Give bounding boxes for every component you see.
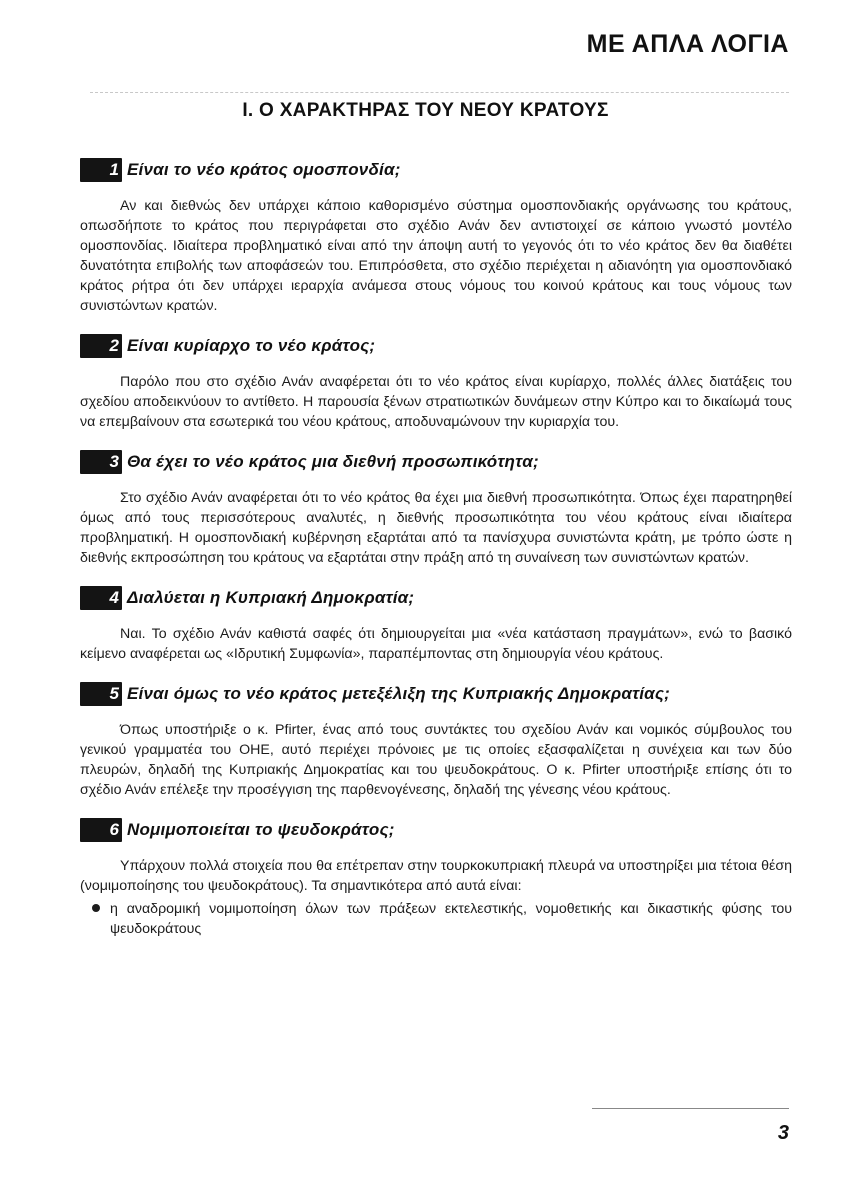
section-2: [80, 333, 792, 432]
running-header-title: ΜΕ ΑΠΛΑ ΛΟΓΙΑ: [586, 30, 789, 58]
page-number: 3: [777, 1122, 789, 1144]
question-number-box: 5: [80, 682, 122, 706]
question-heading: [80, 817, 792, 843]
answer-paragraph: Ναι. Το σχέδιο Ανάν καθιστά σαφές ότι δημιουργείται μια «νέα κατάσταση πραγμάτων», ενώ το βασικό κείμενο αναφέρεται ως «Ιδρυτική Συμφωνία», παραπέμποντας στη δημιουργία νέου κράτους.: [80, 626, 792, 662]
section-5: [80, 681, 792, 800]
section-1: [80, 157, 792, 316]
bullet-dot-icon: [92, 904, 100, 912]
header-divider: [90, 92, 789, 93]
body-content: [80, 157, 792, 956]
answer-paragraph: Όπως υποστήριξε ο κ. Pfirter, ένας από τους συντάκτες του σχεδίου Ανάν και νομικός σύμβουλος του γενικού γραμματέα του ΟΗΕ, αυτό περιέχει πρόνοιες με τις οποίες εξασφαλίζεται η συνέχεια και των δύο πλευρών, δηλαδή της Κυπριακής Δημοκρατίας και του ψευδοκράτους. Ο κ. Pfirter υποστήριξε επίσης ότι το σχέδιο Ανάν επέλεξε την προσέγγιση της παρθενογένεσης, δηλαδή της γένεσης νέου κράτους.: [80, 722, 792, 798]
question-number-box: 2: [80, 334, 122, 358]
answer-paragraph: Παρόλο που στο σχέδιο Ανάν αναφέρεται ότι το νέο κράτος είναι κυρίαρχο, πολλές άλλες διατάξεις του σχεδίου αποδεικνύουν το αντίθετο. Η παρουσία ξένων στρατιωτικών δυνάμεων στην Κύπρο και το δικαίωμά τους να επεμβαίνουν στα εσωτερικά του νέου κράτους, αποδυναμώνουν την κυριαρχία του.: [80, 374, 792, 430]
bullet-list: [80, 899, 792, 939]
question-heading: [80, 333, 792, 359]
section-4: [80, 585, 792, 664]
question-number-box: 4: [80, 586, 122, 610]
question-heading: [80, 681, 792, 707]
list-item-text: η αναδρομική νομιμοποίηση όλων των πράξεων εκτελεστικής, νομοθετικής και δικαστικής φύσης του ψευδοκράτους: [110, 901, 792, 937]
question-number-box: 6: [80, 818, 122, 842]
footer-divider: [592, 1108, 789, 1109]
list-item: [88, 899, 792, 939]
question-heading: [80, 449, 792, 475]
section-6: [80, 817, 792, 939]
question-text: Είναι το νέο κράτος ομοσπονδία;: [127, 160, 401, 179]
question-text: Θα έχει το νέο κράτος μια διεθνή προσωπικότητα;: [127, 452, 539, 471]
question-heading: [80, 585, 792, 611]
question-text: Είναι όμως το νέο κράτος μετεξέλιξη της Κυπριακής Δημοκρατίας;: [127, 684, 671, 703]
question-text: Νομιμοποιείται το ψευδοκράτος;: [127, 820, 395, 839]
question-text: Είναι κυρίαρχο το νέο κράτος;: [127, 336, 376, 355]
question-heading: [80, 157, 792, 183]
question-text: Διαλύεται η Κυπριακή Δημοκρατία;: [127, 588, 415, 607]
question-number-box: 3: [80, 450, 122, 474]
question-number-box: 1: [80, 158, 122, 182]
section-3: [80, 449, 792, 568]
answer-paragraph: Υπάρχουν πολλά στοιχεία που θα επέτρεπαν στην τουρκοκυπριακή πλευρά να υποστηρίξει μια τέτοια θέση (νομιμοποίησης του ψευδοκράτους). Τα σημαντικότερα από αυτά είναι:: [80, 858, 792, 894]
answer-paragraph: Στο σχέδιο Ανάν αναφέρεται ότι το νέο κράτος θα έχει μια διεθνή προσωπικότητα. Όπως έχει παρατηρηθεί όμως από τους περισσότερους αναλυτές, η διεθνής προσωπικότητα του νέου κράτους είναι ιδιαίτερα προβληματική. Η ομοσπονδιακή κυβέρνηση εξαρτάται από τα πανίσχυρα συνιστώντα κράτη, με τρόπο ώστε η διεθνής εκπροσώπηση του κράτους να εξαρτάται στην πράξη από τη συναίνεση των συνιστώντων κρατών.: [80, 490, 792, 566]
answer-paragraph: Αν και διεθνώς δεν υπάρχει κάποιο καθορισμένο σύστημα ομοσπονδιακής οργάνωσης του κράτους, οπωσδήποτε το κράτος που περιγράφεται στο σχέδιο Ανάν δεν αντιστοιχεί σε κάποιο γνωστό μοντέλο ομοσπονδίας. Ιδιαίτερα προβληματικό είναι από την άποψη αυτή το γεγονός ότι το νέο κράτος δεν θα διαθέτει δυνατότητα επιβολής των αποφάσεών του. Επιπρόσθετα, στο σχέδιο περιέχεται η αδιανόητη για ομοσπονδιακό κράτος ρήτρα ότι δεν υπάρχει ιεραρχία ανάμεσα στους νόμους του κοινού κράτους και τους νόμους των συνιστώντων κρατών.: [80, 198, 792, 314]
chapter-title: I. Ο ΧΑΡΑΚΤΗΡΑΣ ΤΟΥ ΝΕΟΥ ΚΡΑΤΟΥΣ: [242, 100, 609, 121]
